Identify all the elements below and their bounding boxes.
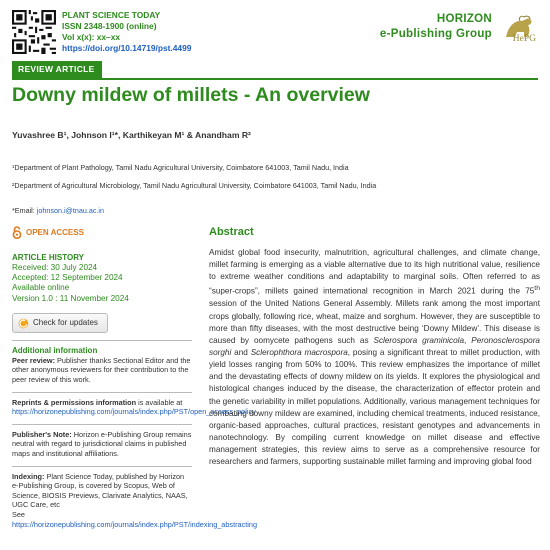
publisher-note <box>12 430 192 459</box>
indexing-see: See <box>12 509 25 519</box>
sidebar-divider <box>12 340 192 341</box>
article-history-title: ARTICLE HISTORY <box>12 253 85 262</box>
sidebar <box>12 226 257 529</box>
publisher-line-2: e-Publishing Group <box>379 28 492 40</box>
separator-1: , <box>464 335 472 345</box>
corresponding-email <box>12 206 104 215</box>
doi-link[interactable]: https://doi.org/10.14719/pst.4499 <box>62 43 192 53</box>
author-list: Yuvashree B¹, Johnson I¹*, Karthikeyan M¹ & Anandham R² <box>12 130 251 140</box>
email-link[interactable]: johnson.i@tnau.ac.in <box>36 206 105 215</box>
email-label: *Email: <box>12 206 37 215</box>
journal-info <box>62 10 191 54</box>
affiliation-1: ¹Department of Plant Pathology, Tamil Nadu Agricultural University, Coimbatore 641003, Tamil Nadu, India <box>12 163 349 172</box>
publisher-logo-text: HePG <box>512 34 536 44</box>
reprints-note <box>12 397 256 417</box>
available-online: Available online <box>12 283 70 293</box>
header-divider <box>12 78 538 80</box>
abstract-text <box>209 247 540 469</box>
publisher-note-text: Horizon e-Publishing Group remains neutral with regard to jurisdictional claims in published maps and institutional affiliations. <box>12 429 192 458</box>
abstract-part-1: Amidst global food insecurity, malnutrition, agricultural challenges, and climate change, millet farming is emerging as a viable alternative due to its high nutritional value, resilience to extreme weather conditions and adaptability to marginal soils. Often referred to as “super-crops”, millets gained international recognition in March 2021 during the 75 <box>209 248 540 297</box>
check-for-updates-button[interactable] <box>12 313 108 333</box>
publisher-note-label: Publisher's Note: <box>12 429 72 439</box>
received-date: Received: 30 July 2024 <box>12 262 98 272</box>
article-type-badge: REVIEW ARTICLE <box>12 61 102 78</box>
version-date: Version 1.0 : 11 November 2024 <box>12 293 129 303</box>
open-access-text: OPEN ACCESS <box>26 227 84 237</box>
pathogen-name-3: Sclerophthora macrospora <box>250 347 348 357</box>
publisher-name <box>380 12 492 42</box>
peer-review-text: Publisher thanks Sectional Editor and the other anonymous reviewers for their contribution to the peer review of this work. <box>12 355 191 384</box>
additional-info-title: Additional information <box>12 346 98 356</box>
abstract-heading: Abstract <box>209 226 254 238</box>
indexing-link[interactable]: https://horizonepublishing.com/journals/index.php/PST/indexing_abstracting <box>12 519 257 529</box>
publisher-line-1: HORIZON <box>436 13 492 25</box>
affiliation-2: ²Department of Agricultural Microbiology, Tamil Nadu Agricultural University, Coimbatore 641003, Tamil Nadu, India <box>12 181 377 190</box>
check-updates-label: Check for updates <box>33 318 98 328</box>
journal-name: PLANT SCIENCE TODAY <box>62 10 161 20</box>
peer-review-note <box>12 356 192 385</box>
sidebar-divider <box>12 424 192 425</box>
indexing-label: Indexing: <box>12 471 45 481</box>
open-lock-icon <box>12 226 22 239</box>
reprints-text: is available at <box>136 397 183 407</box>
sidebar-divider <box>12 466 192 467</box>
abstract-superscript: th <box>534 285 540 293</box>
pathogen-name-1: Sclerospora graminicola <box>373 335 465 345</box>
indexing-text: Plant Science Today, published by Horizon e-Publishing Group, is covered by Scopus, Web of Science, BIOSIS Previews, Clarivate Analytics, NAAS, UGC Care, etc <box>12 471 188 510</box>
refresh-icon <box>18 318 29 329</box>
article-title: Downy mildew of millets - An overview <box>12 84 370 106</box>
abstract-part-3: , posing a significant threat to millet production, with yield losses ranging from 50% to 100%. This review emphasizes the importance of millet and the devastating effects of downy mildew on its yields. It explores the physiological and histological changes induced by the disease, the characterization of effector protein and the genetic variability in millet populations. Additionally, various management techniques for combating downy mildew are examined, including chemical treatments, induced resistance, organic-based approaches, cultural practices, resistant genotypes and advancements in nanotechnology. By compiling current knowledge on millet disease and effective management strategies, this review aims to serve as a comprehensive resource for researchers and farmers, supporting sustainable millet farming and improving global food <box>209 347 540 467</box>
sidebar-divider <box>12 392 192 393</box>
reprints-link[interactable]: https://horizonepublishing.com/journals/index.php/PST/open_access_policy <box>12 407 256 417</box>
abstract-part-2: session of the United Nations General Assembly. Millets rank among the most important crops globally, following rice, wheat, maize and sorghum. However, they are susceptible to more than fifty diseases, with the most destructive being ‘Downy Mildew’. This disease is caused by oomycete pathogens such as <box>209 299 540 345</box>
qr-code-icon <box>12 10 56 54</box>
article-history <box>12 263 192 305</box>
open-access-label <box>12 226 192 239</box>
peer-review-label: Peer review: <box>12 355 55 365</box>
indexing-note <box>12 471 257 530</box>
pathogen-name-2: Peronosclerospora sorghi <box>209 335 540 357</box>
accepted-date: Accepted: 12 September 2024 <box>12 273 123 282</box>
reprints-label: Reprints & permissions information <box>12 397 137 407</box>
separator-2: and <box>231 347 251 357</box>
journal-issn: ISSN 2348-1900 (online) <box>62 21 157 31</box>
journal-volume: Vol x(x): xx–xx <box>62 32 121 42</box>
